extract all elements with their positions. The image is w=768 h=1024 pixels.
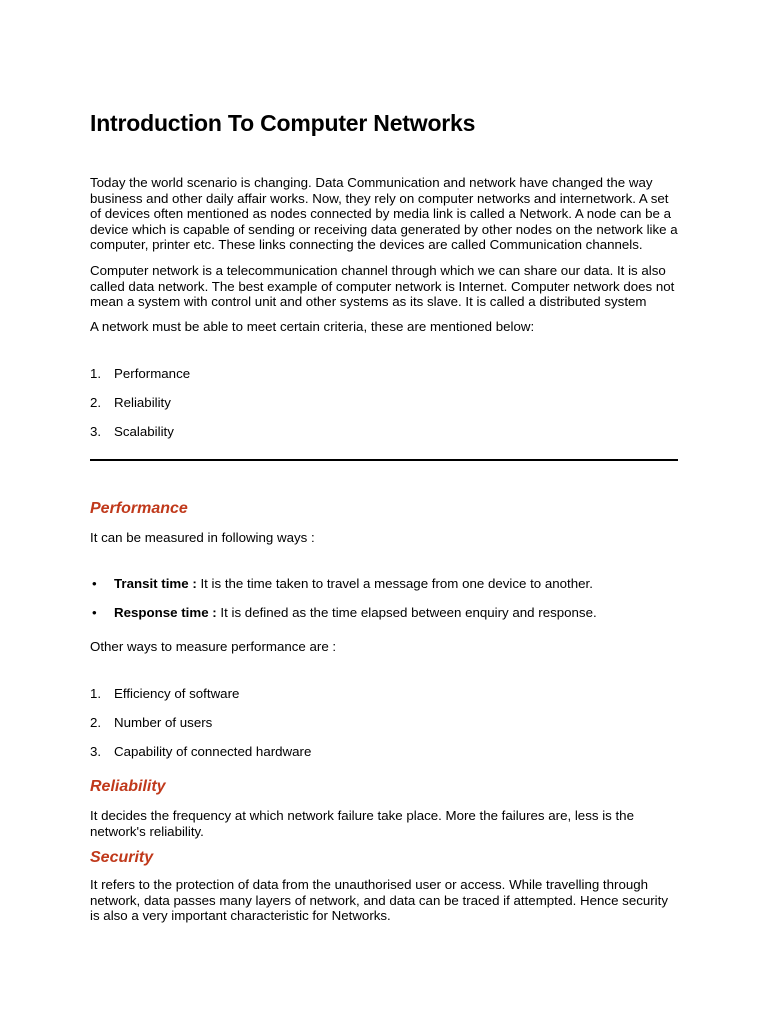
criteria-intro-block: [90, 319, 680, 335]
intro-paragraph-1: Today the world scenario is changing. Data Communication and network have changed the way business and other daily affair works. Now, they rely on computer networks and internetwork. A set of devices often mentioned as nodes connected by media link is called a Network. A node can be a device which is capable of sending or receiving data generated by other nodes on the network like a computer, printer etc. These links connecting the devices are called Communication channels.: [90, 175, 678, 252]
list-number: 2.: [90, 395, 102, 410]
performance-heading: Performance: [90, 500, 188, 517]
performance-other-intro-block: [90, 639, 680, 655]
reliability-heading: Reliability: [90, 778, 166, 795]
bullet-icon: •: [92, 605, 97, 620]
bullet-term: Transit time :: [114, 576, 197, 591]
intro-paragraph-1-block: [90, 175, 680, 253]
reliability-text: It decides the frequency at which network failure take place. More the failures are, less is the network's reliability.: [90, 808, 634, 839]
reliability-text-block: [90, 808, 680, 839]
list-item-text: Number of users: [114, 715, 213, 730]
security-text-block: [90, 877, 680, 924]
bullet-text: It is the time taken to travel a message from one device to another.: [196, 576, 593, 591]
list-item-text: Performance: [114, 366, 191, 381]
list-item-text: Capability of connected hardware: [114, 744, 312, 759]
list-item-text: Efficiency of software: [114, 686, 240, 701]
list-number: 3.: [90, 744, 102, 759]
performance-other-intro: Other ways to measure performance are :: [90, 639, 337, 654]
performance-intro: It can be measured in following ways :: [90, 530, 315, 545]
document-title: Introduction To Computer Networks: [90, 110, 476, 136]
criteria-intro: A network must be able to meet certain criteria, these are mentioned below:: [90, 319, 535, 334]
list-number: 3.: [90, 424, 102, 439]
list-number: 1.: [90, 366, 102, 381]
list-item-text: Scalability: [114, 424, 174, 439]
security-text: It refers to the protection of data from the unauthorised user or access. While travelling through network, data passes many layers of network, and data can be traced if attempted. Hence security is also a very important characteristic for Networks.: [90, 877, 668, 923]
intro-paragraph-2: Computer network is a telecommunication channel through which we can share our data. It is also called data network. The best example of computer network is Internet. Computer network does not mean a system with control unit and other systems as its slave. It is called a distributed system: [90, 263, 675, 309]
horizontal-divider: [90, 459, 678, 461]
bullet-term: Response time :: [114, 605, 217, 620]
performance-intro-block: [90, 530, 680, 546]
intro-paragraph-2-block: [90, 263, 680, 310]
security-heading: Security: [90, 849, 154, 866]
list-item-text: Reliability: [114, 395, 171, 410]
list-number: 1.: [90, 686, 102, 701]
bullet-icon: •: [92, 576, 97, 591]
list-number: 2.: [90, 715, 102, 730]
bullet-text: It is defined as the time elapsed between enquiry and response.: [216, 605, 597, 620]
